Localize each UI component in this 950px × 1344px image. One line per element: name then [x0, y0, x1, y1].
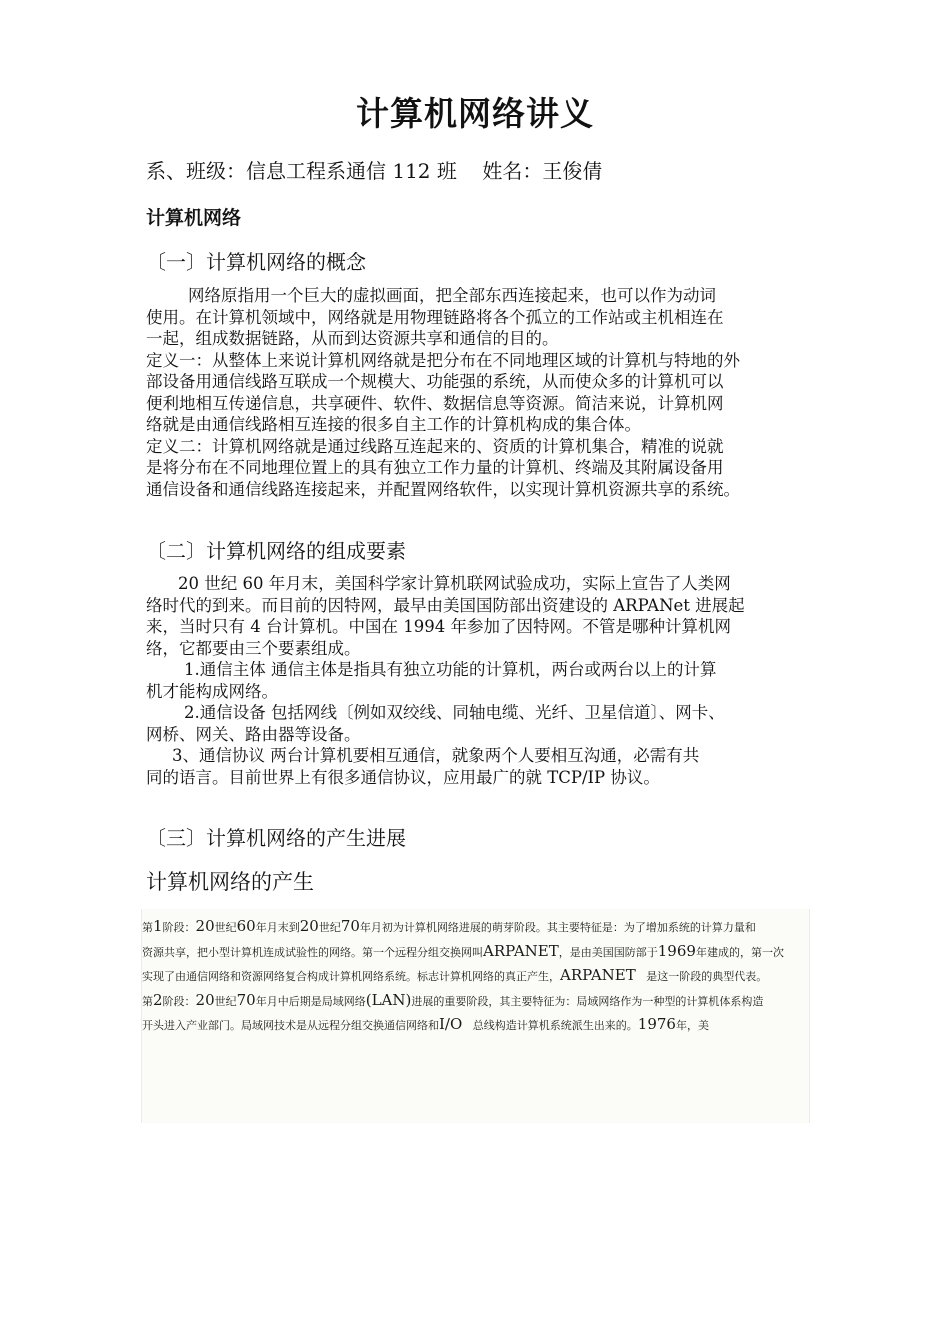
section-3-subheading: 计算机网络的产生 [146, 870, 314, 894]
paragraph-line: 网桥、网关、路由器等设备。 [146, 724, 361, 744]
section-2-body [146, 573, 818, 788]
paragraph-line: 络时代的到来。而目前的因特网，最早由美国国防部出资建设的 ARPANet 进展起 [146, 595, 745, 615]
paragraph-line: 机才能构成网络。 [146, 681, 278, 701]
paragraph-line: 定义二：计算机网络就是通过线路互连起来的、资质的计算机集合，精准的说就 [146, 436, 724, 456]
author-meta-line: 系、班级：信息工程系通信 112 班 姓名：王俊倩 [146, 159, 603, 183]
paragraph-line: 便利地相互传递信息，共享硬件、软件、数据信息等资源。简洁来说，计算机网 [146, 393, 724, 413]
paragraph-line: 络就是由通信线路相互连接的很多自主工作的计算机构成的集合体。 [146, 415, 641, 434]
paragraph-line: 部设备用通信线路互联成一个规模大、功能强的系统，从而使众多的计算机可以 [146, 372, 724, 391]
paragraph-line: 20 世纪 60 年月末，美国科学家计算机联网试验成功，实际上宣告了人类网 [178, 574, 731, 593]
section-1-body [146, 285, 818, 500]
scan-line-5: 开头进入产业部门。局域网技术是从远程分组交换通信网络和I/O 总线构造计算机系统派生出来的。1976年，美 [142, 1015, 709, 1033]
paragraph-line: 一起，组成数据链路，从而到达资源共享和通信的目的。 [146, 329, 559, 348]
paragraph-line: 来，当时只有 4 台计算机。中国在 1994 年参加了因特网。不管是哪种计算机网 [146, 617, 731, 636]
scan-line-1: 第1阶段：20世纪60年月末到20世纪70年月初为计算机网络进展的萌芽阶段。其主要特征是：为了增加系统的计算力量和 [142, 917, 756, 935]
list-item: 2.通信设备 包括网线〔例如双绞线、同轴电缆、光纤、卫星信道〕、网卡、 [184, 703, 725, 722]
scan-line-2: 资源共享，把小型计算机连成试验性的网络。第一个远程分组交换网叫ARPANET，是由美国国防部于1969年建成的，第一次 [142, 941, 784, 960]
scanned-text-image [141, 909, 810, 1123]
paragraph-line: 同的语言。目前世界上有很多通信协议，应用最广的就 TCP/IP 协议。 [146, 767, 660, 787]
page-title: 计算机网络讲义 [356, 94, 594, 133]
paragraph-line: 络，它都要由三个要素组成。 [146, 638, 361, 658]
paragraph-line: 网络原指用一个巨大的虚拟画面，把全部东西连接起来，也可以作为动词 [188, 286, 716, 305]
paragraph-line: 定义一：从整体上来说计算机网络就是把分布在不同地理区域的计算机与特地的外 [146, 350, 740, 370]
section-3-heading: 〔三〕计算机网络的产生进展 [146, 826, 406, 850]
scan-line-3: 实现了由通信网络和资源网络复合构成计算机网络系统。标志计算机网络的真正产生，ARPANET 是这一阶段的典型代表。 [142, 966, 768, 984]
list-item: 3、通信协议 两台计算机要相互通信，就象两个人要相互沟通，必需有共 [172, 746, 700, 765]
list-item: 1.通信主体 通信主体是指具有独立功能的计算机，两台或两台以上的计算 [184, 660, 717, 679]
paragraph-line: 使用。在计算机领域中，网络就是用物理链路将各个孤立的工作站或主机相连在 [146, 307, 724, 327]
main-heading: 计算机网络 [146, 207, 242, 229]
section-1-heading: 〔一〕计算机网络的概念 [146, 250, 366, 274]
scan-line-4: 第2阶段：20世纪70年月中后期是局域网络(LAN)进展的重要阶段，其主要特征为：局域网络作为一种型的计算机体系构造 [142, 990, 764, 1009]
section-2-heading: 〔二〕计算机网络的组成要素 [146, 539, 406, 563]
paragraph-line: 通信设备和通信线路连接起来，并配置网络软件，以实现计算机资源共享的系统。 [146, 479, 740, 499]
paragraph-line: 是将分布在不同地理位置上的具有独立工作力量的计算机、终端及其附属设备用 [146, 458, 724, 477]
